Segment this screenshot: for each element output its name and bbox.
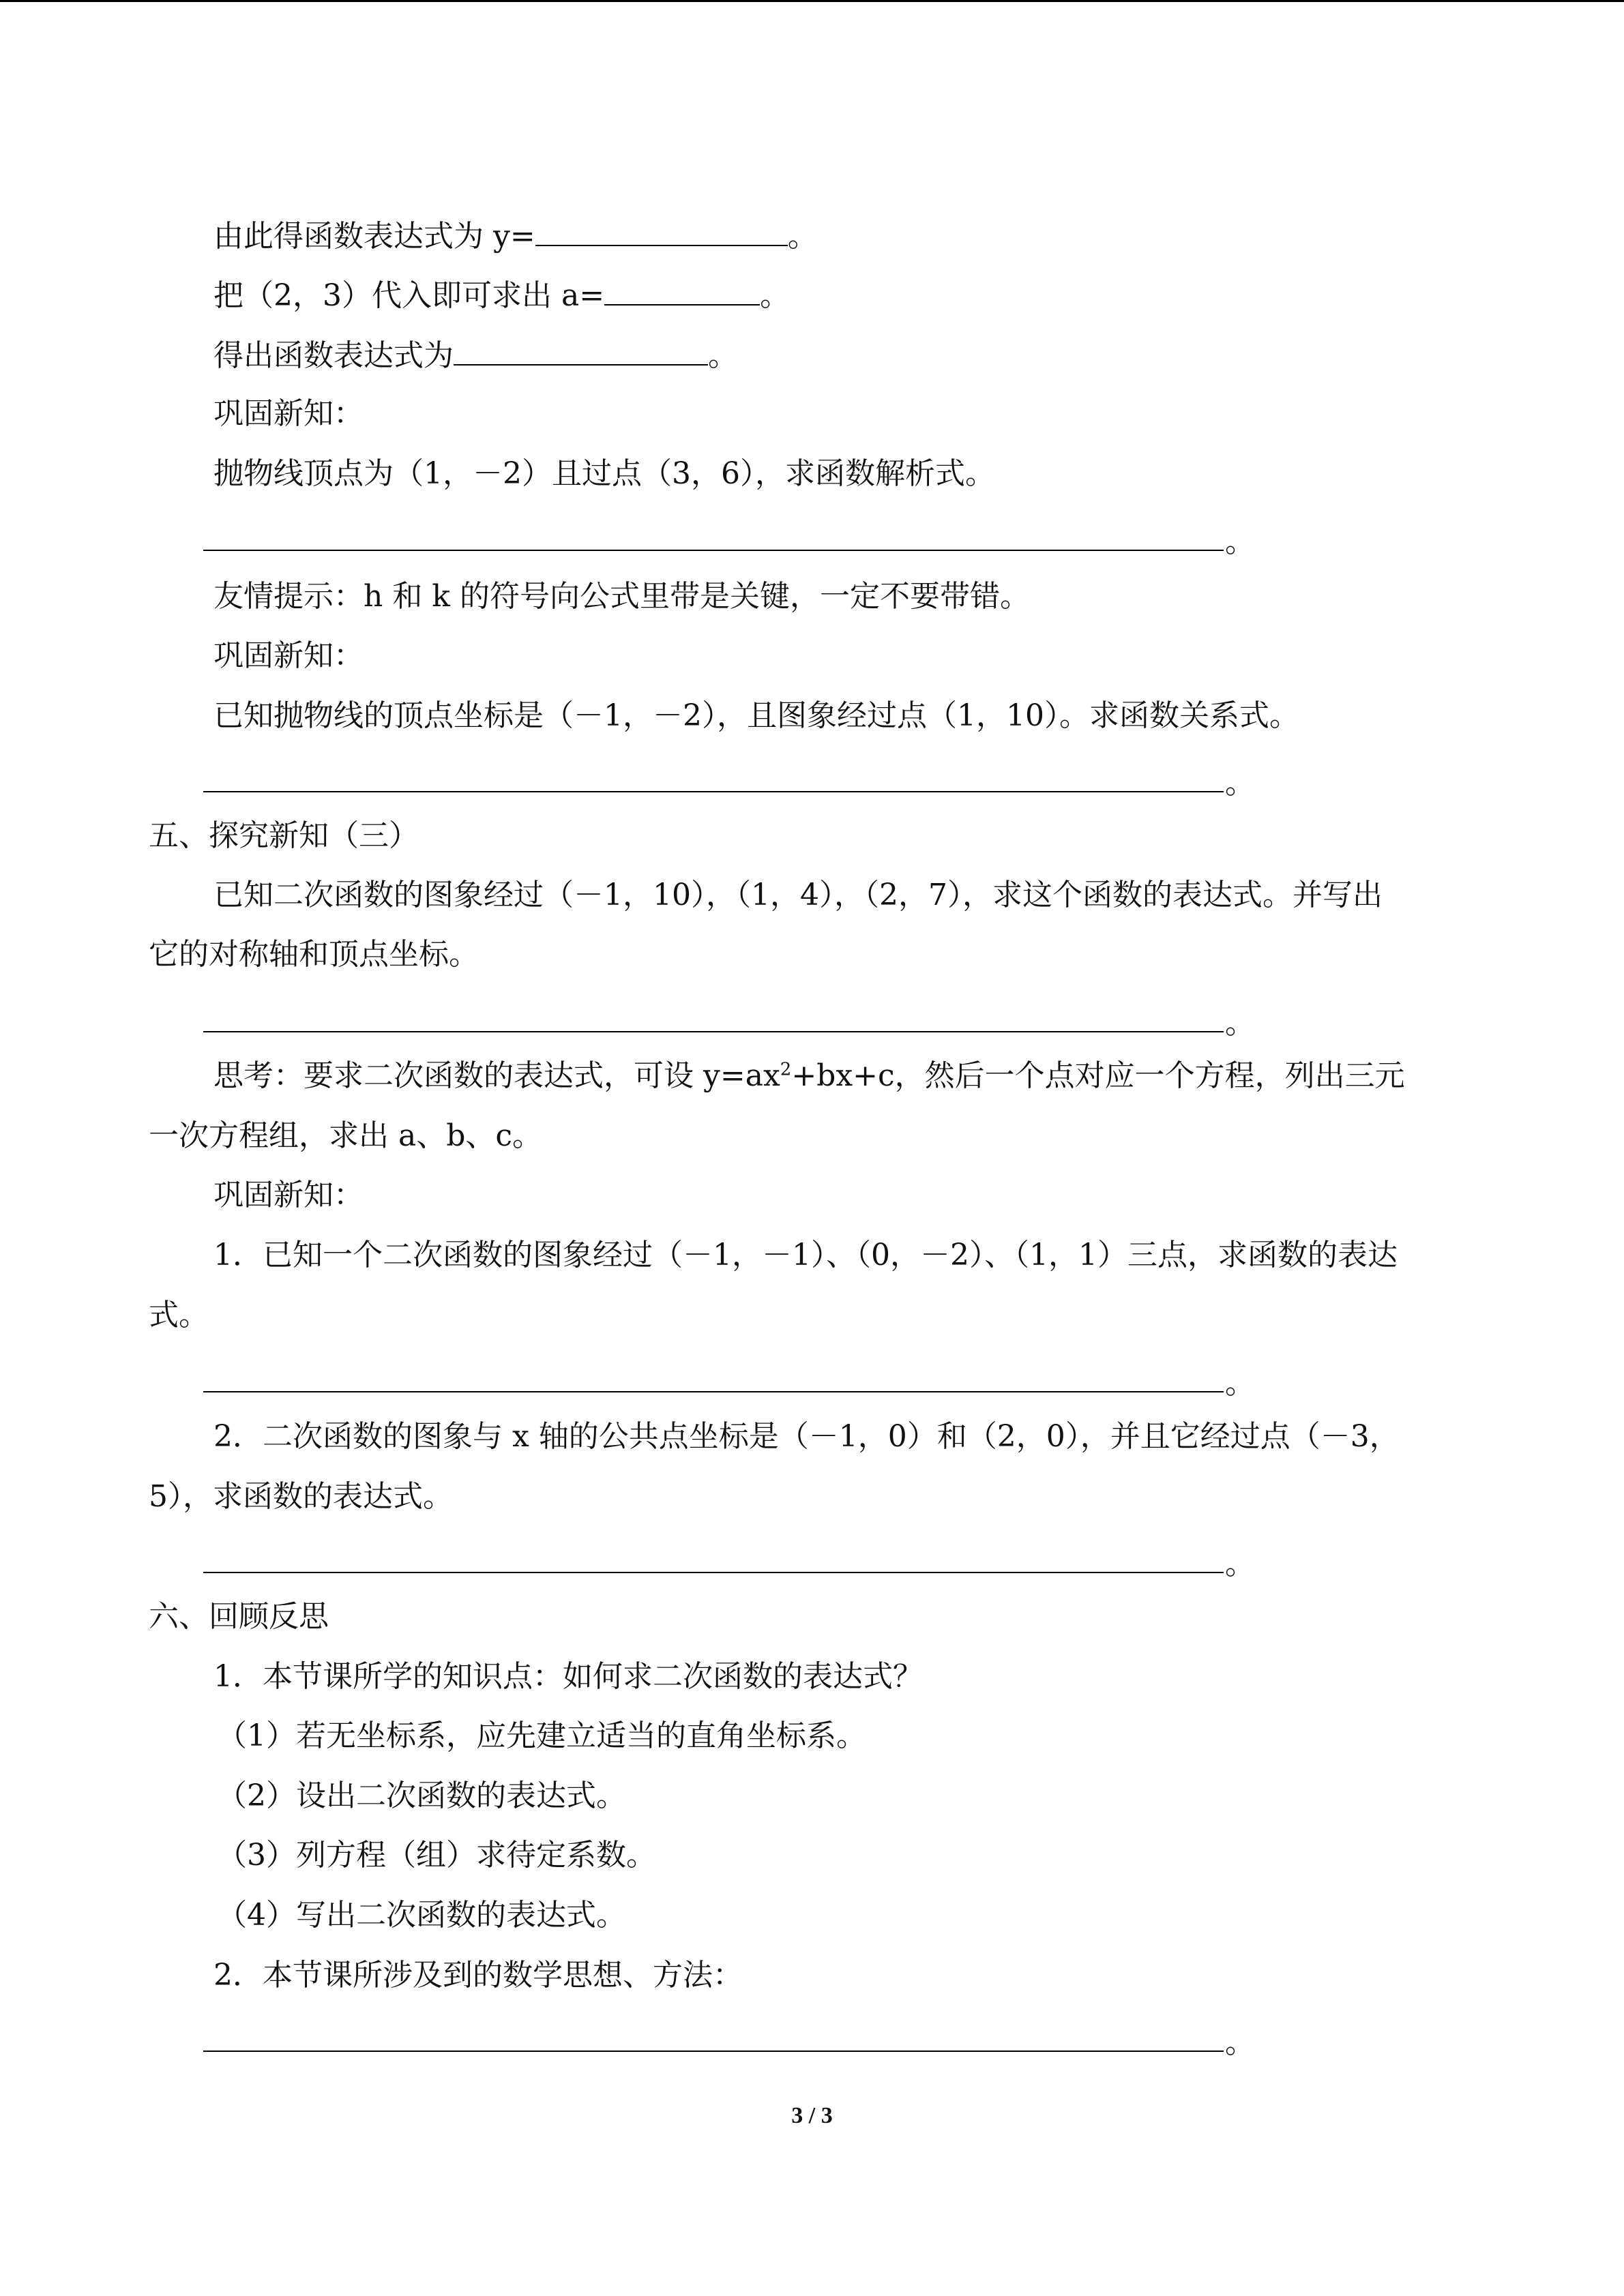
review-step-1: （1）若无坐标系，应先建立适当的直角坐标系。 — [217, 1718, 866, 1753]
three-point-question: 已知二次函数的图象经过（－1，10），（1，4），（2，7），求这个函数的表达式。并写出 — [213, 878, 1383, 912]
line-text: 把（2，3）代入即可求出 a= — [213, 278, 605, 313]
answer-period: 。 — [1225, 1547, 1255, 1581]
answer-period: 。 — [1225, 2025, 1255, 2060]
exercise-1: 1．已知一个二次函数的图象经过（－1，－1）、（0，－2）、（1，1）三点，求函数的表达 — [213, 1238, 1398, 1272]
answer-line-6[interactable] — [203, 2051, 1224, 2052]
section-heading-6: 六、回顾反思 — [149, 1599, 329, 1634]
answer-line-1[interactable] — [203, 550, 1224, 551]
exercise-2: 2．二次函数的图象与 x 轴的公共点坐标是（－1，0）和（2，0），并且它经过点（－3， — [213, 1419, 1400, 1454]
answer-line-5[interactable] — [203, 1572, 1224, 1573]
answer-line-4[interactable] — [203, 1391, 1224, 1392]
answer-period: 。 — [1225, 1366, 1255, 1401]
review-step-3: （3）列方程（组）求待定系数。 — [217, 1838, 656, 1873]
exercise-vertex-question-2: 已知抛物线的顶点坐标是（－1，－2），且图象经过点（1，10）。求函数关系式。 — [213, 698, 1299, 733]
answer-period: 。 — [1225, 524, 1255, 559]
consolidate-heading: 巩固新知： — [213, 638, 364, 673]
answer-line-2[interactable] — [203, 791, 1224, 792]
friendly-tip: 友情提示：h 和 k 的符号向公式里带是关键，一定不要带错。 — [213, 579, 1030, 614]
answer-line-3[interactable] — [203, 1031, 1224, 1032]
exercise-2-cont: 5），求函数的表达式。 — [149, 1479, 453, 1514]
blank-expression[interactable] — [535, 215, 788, 246]
review-point-2: 2．本节课所涉及到的数学思想、方法： — [213, 1958, 743, 1993]
thinking-note: 思考：要求二次函数的表达式，可设 $y=ax^2+bx+c$，然后一个点对应一个方程，列出三元 — [213, 1058, 1405, 1093]
fill-in-expression-line: 由此得函数表达式为 y= 。 — [213, 215, 818, 257]
review-step-4: （4）写出二次函数的表达式。 — [217, 1898, 626, 1933]
consolidate-heading: 巩固新知： — [213, 1178, 364, 1212]
three-point-question-cont: 它的对称轴和顶点坐标。 — [149, 937, 479, 972]
line-text: 由此得函数表达式为 y= — [213, 219, 535, 254]
review-point-1: 1．本节课所学的知识点：如何求二次函数的表达式？ — [213, 1659, 923, 1694]
page-number: 3 / 3 — [791, 2103, 833, 2128]
line-text: 得出函数表达式为 — [213, 338, 454, 373]
answer-period: 。 — [1225, 1006, 1255, 1041]
section-heading-5: 五、探究新知（三） — [149, 818, 419, 853]
answer-period: 。 — [1225, 766, 1255, 801]
consolidate-heading: 巩固新知： — [213, 396, 364, 431]
top-border-rule — [0, 0, 1624, 2]
blank-a-value[interactable] — [604, 274, 760, 305]
superscript: 2 — [780, 1059, 792, 1080]
exercise-1-cont: 式。 — [149, 1298, 209, 1332]
exercise-vertex-question: 抛物线顶点为（1，－2）且过点（3，6），求函数解析式。 — [213, 456, 995, 491]
thinking-note-cont: 一次方程组，求出 a、b、c。 — [149, 1118, 543, 1153]
fill-in-result-line: 得出函数表达式为 。 — [213, 334, 738, 376]
review-step-2: （2）设出二次函数的表达式。 — [217, 1778, 626, 1813]
fill-in-a-line: 把（2，3）代入即可求出 a= 。 — [213, 274, 790, 316]
blank-result-expression[interactable] — [454, 334, 708, 366]
